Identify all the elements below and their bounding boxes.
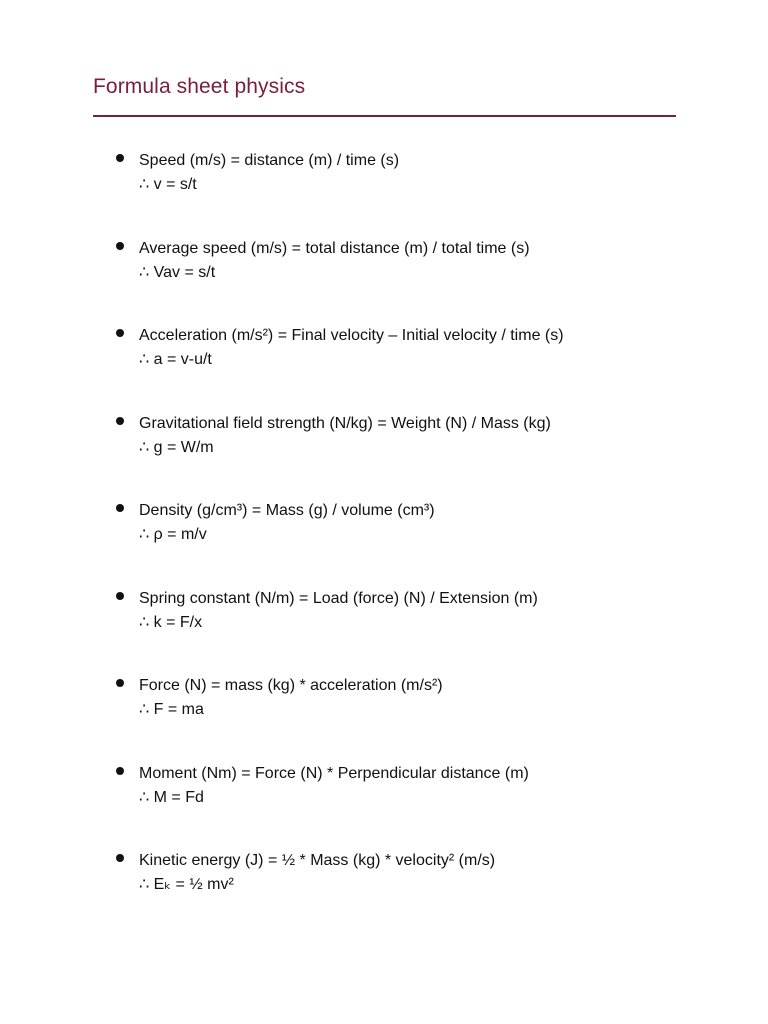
formula-definition: Spring constant (N/m) = Load (force) (N) / Extension (m) [139,589,538,607]
bullet-icon [116,854,124,862]
formula-item-force [0,674,768,762]
formula-item-acceleration [0,324,768,412]
formula-definition: Gravitational field strength (N/kg) = Weight (N) / Mass (kg) [139,414,551,432]
formula-equation: ∴ M = Fd [139,788,204,806]
formula-definition: Speed (m/s) = distance (m) / time (s) [139,152,400,169]
bullet-icon [116,154,124,162]
formula-equation: ∴ v = s/t [139,176,197,193]
formula-item-kinetic-energy [0,849,768,937]
bullet-icon [116,417,124,425]
formula-item-average-speed [0,237,768,325]
formula-equation: ∴ a = v-u/t [139,351,212,368]
formula-definition: Average speed (m/s) = total distance (m) / total time (s) [139,239,530,257]
formula-definition: Density (g/cm³) = Mass (g) / volume (cm³) [139,502,435,519]
page-title: Formula sheet physics [93,75,306,98]
formula-equation: ∴ ρ = m/v [139,526,207,543]
formula-item-density [0,499,768,587]
bullet-icon [116,329,124,337]
formula-equation: ∴ k = F/x [139,613,203,631]
formula-definition: Acceleration (m/s²) = Final velocity – Initial velocity / time (s) [139,327,564,344]
formula-list [0,149,768,937]
formula-item-gravitational-field [0,412,768,500]
formula-definition: Force (N) = mass (kg) * acceleration (m/s²) [139,677,443,694]
bullet-icon [116,242,124,250]
title-divider [93,115,676,117]
formula-equation: ∴ Eₖ = ½ mv² [139,876,234,893]
formula-equation: ∴ F = ma [139,701,204,718]
formula-definition: Moment (Nm) = Force (N) * Perpendicular distance (m) [139,764,529,782]
formula-item-spring-constant [0,587,768,675]
bullet-icon [116,679,124,687]
formula-equation: ∴ Vav = s/t [139,263,216,281]
formula-item-speed [0,149,768,237]
formula-definition: Kinetic energy (J) = ½ * Mass (kg) * velocity² (m/s) [139,852,496,869]
bullet-icon [116,767,124,775]
formula-item-moment [0,762,768,850]
bullet-icon [116,504,124,512]
bullet-icon [116,592,124,600]
formula-equation: ∴ g = W/m [139,438,214,456]
